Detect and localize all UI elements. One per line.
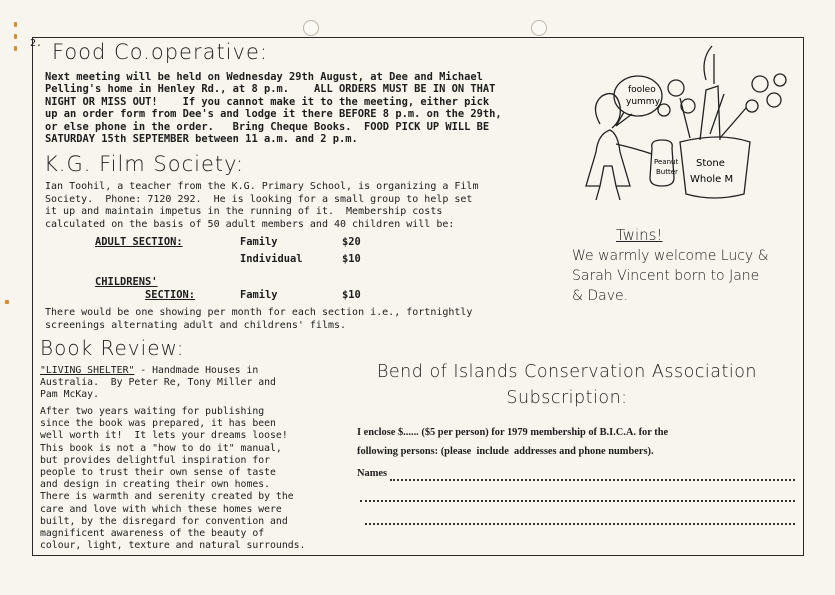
- food-coop-text: Next meeting will be held on Wednesday 29th August, at Dee and Michael Pelling's home in Henley Rd., at 8 p.m. ALL ORDERS MUST BE IN ON THAT NIGHT OR MISS OUT! If you cannot make it to the meeting, either pick up an order form from Dee's and lodge it there BEFORE 8 p.m. on the 29th, or else phone in the order. Bring Cheque Books. FOOD PICK UP WILL BE SATURDAY 15th SEPTEMBER between 11 a.m. and 2 p.m.: [45, 71, 502, 146]
- bica-heading: Bend of Islands Conservation Association: [376, 362, 758, 382]
- bubble-text-1: fooleo: [628, 85, 656, 95]
- childrens-family-fee: $10: [342, 289, 361, 301]
- bica-persons-line: following persons: (please include addresses and phone numbers).: [357, 446, 654, 457]
- adult-family-fee: $20: [342, 236, 361, 248]
- adult-individual-label: Individual: [240, 253, 303, 265]
- book-intro: "LIVING SHELTER" - Handmade Houses in Australia. By Peter Re, Tony Miller and Pam McKay.: [40, 365, 276, 401]
- food-coop-heading: Food Co.operative:: [52, 40, 268, 64]
- book-title: "LIVING SHELTER": [40, 365, 135, 376]
- adult-family-label: Family: [240, 236, 278, 248]
- page-number: 2.: [30, 38, 43, 49]
- jar-text-1: Peanut: [654, 158, 679, 166]
- childrens-section-label-2: SECTION:: [145, 289, 196, 301]
- bica-enclose-line: I enclose $...... ($5 per person) for 1979 membership of B.I.C.A. for the: [357, 427, 669, 438]
- film-society-heading: K.G. Film Society:: [44, 152, 245, 176]
- book-review-heading: Book Review:: [40, 336, 185, 360]
- book-review-text: After two years waiting for publishing since the book was prepared, it has been well worth it! It lets your dreams loose! This book is not a "how to do it" manual, but provides delightful inspiration for people to trust their own sense of taste and design in creating their own homes. There is warmth and serenity created by the care and love with which these homes were built, by the disregard for convention and magnificent awareness of the beauty of colour, light, texture and natural surrounds.: [40, 406, 306, 552]
- speech-bubble: [614, 76, 662, 116]
- childrens-section-label-1: CHILDRENS': [95, 276, 158, 288]
- film-screenings-text: There would be one showing per month for each section i.e., fortnightly screenings alternating adult and childrens' films.: [45, 307, 473, 331]
- adult-section-label: ADULT SECTION:: [95, 236, 183, 248]
- pot-text-1: Stone: [696, 158, 725, 169]
- punch-hole: [531, 20, 547, 36]
- bica-subscription-heading: Subscription:: [506, 388, 628, 408]
- adult-individual-fee: $10: [342, 253, 361, 265]
- twins-text: We warmly welcome Lucy & Sarah Vincent born to Jane & Dave.: [572, 248, 769, 304]
- pot-text-2: Whole M: [690, 174, 734, 185]
- margin-mark: [14, 34, 17, 39]
- names-line-3[interactable]: [365, 523, 795, 525]
- margin-mark: [14, 22, 17, 27]
- food-illustration: [560, 44, 800, 214]
- bubble-text-2: yummy: [626, 97, 660, 107]
- names-label: Names: [357, 468, 388, 479]
- jar-text-2: Butter: [656, 168, 678, 176]
- names-line-1[interactable]: [390, 479, 795, 481]
- punch-hole: [303, 20, 319, 36]
- margin-mark: [14, 46, 17, 51]
- film-society-text: Ian Toohil, a teacher from the K.G. Primary School, is organizing a Film Society. Phone: 7120 292. He is looking for a small group to help set it up and maintain impetus in the running of it. Membership costs calculated on the basis of 50 adult members and 40 children will be:: [45, 181, 479, 230]
- childrens-family-label: Family: [240, 289, 278, 301]
- margin-mark: [5, 300, 9, 304]
- names-line-2[interactable]: [360, 500, 795, 502]
- twins-heading: Twins!: [616, 226, 663, 244]
